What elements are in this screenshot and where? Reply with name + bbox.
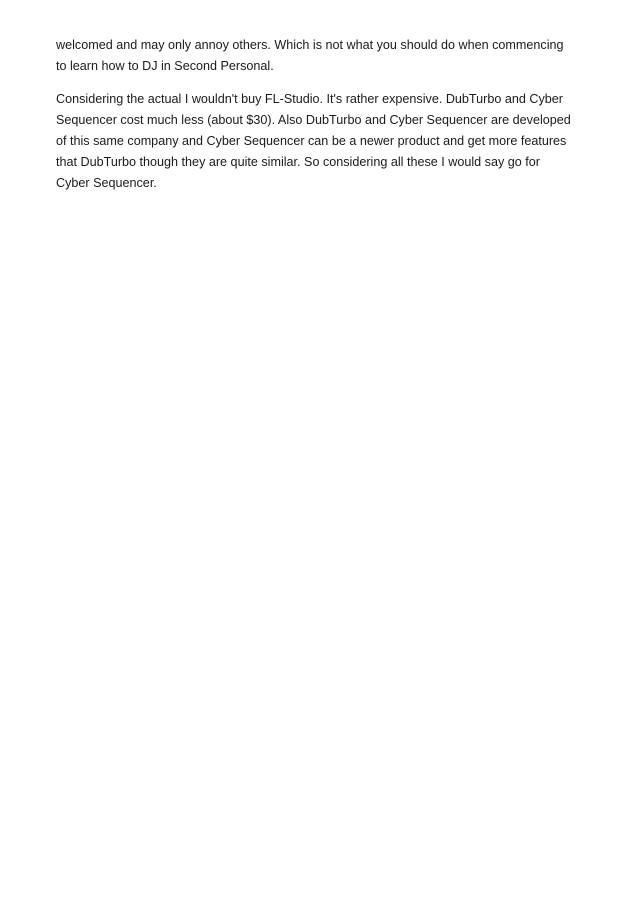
paragraph-1 bbox=[56, 35, 586, 77]
paragraph-line: Considering the actual I wouldn't buy FL-Studio. It's rather expensive. DubTurbo and Cyber bbox=[56, 92, 563, 106]
paragraph-line: of this same company and Cyber Sequencer can be a newer product and get more features bbox=[56, 134, 567, 148]
paragraph-line: welcomed and may only annoy others. Which is not what you should do when commencing bbox=[56, 38, 564, 52]
document-body bbox=[56, 35, 586, 206]
paragraph-line: Sequencer cost much less (about $30). Also DubTurbo and Cyber Sequencer are developed bbox=[56, 113, 571, 127]
paragraph-2 bbox=[56, 89, 586, 194]
paragraph-line: that DubTurbo though they are quite similar. So considering all these I would say go for bbox=[56, 155, 540, 169]
paragraph-line: to learn how to DJ in Second Personal. bbox=[56, 59, 274, 73]
paragraph-line: Cyber Sequencer. bbox=[56, 176, 157, 190]
